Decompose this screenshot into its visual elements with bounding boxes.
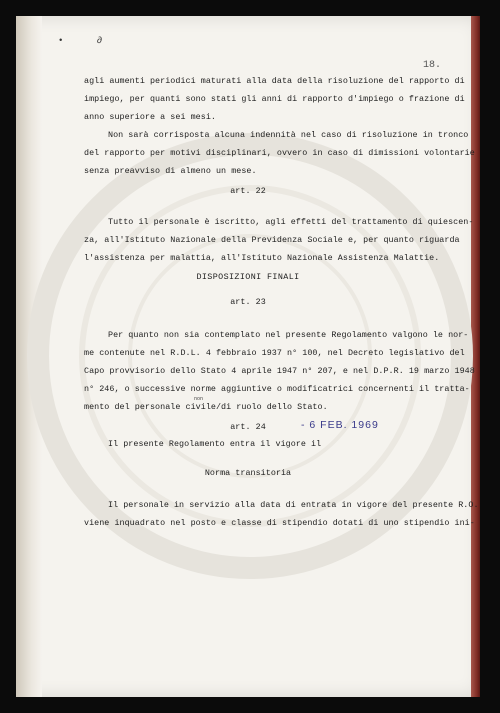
text-line: n° 246, o successive norme aggiuntive o modificatrici concernenti il tratta- bbox=[84, 384, 470, 394]
text-line: l'assistenza per malattia, all'Istituto Nazionale Assistenza Malattie. bbox=[84, 253, 440, 263]
text-line: viene inquadrato nel posto e classe di stipendio dotati di uno stipendio ini- bbox=[84, 518, 475, 528]
text-line: me contenute nel R.D.L. 4 febbraio 1937 n° 100, nel Decreto legislativo del bbox=[84, 348, 465, 358]
document-page bbox=[16, 16, 480, 697]
page-number: 18. bbox=[422, 60, 441, 71]
text-line: agli aumenti periodici maturati alla data della risoluzione del rapporto di bbox=[84, 76, 465, 86]
section-heading: DISPOSIZIONI FINALI bbox=[196, 272, 300, 282]
text-line: del rapporto per motivi disciplinari, ovvero in caso di dimissioni volontarie bbox=[84, 148, 475, 158]
article-heading: art. 24 bbox=[230, 422, 266, 432]
text-line: Per quanto non sia contemplato nel presente Regolamento valgono le nor- bbox=[108, 330, 469, 340]
red-binding-edge bbox=[471, 16, 480, 697]
text-line: impiego, per quanti sono stati gli anni di rapporto d'impiego o frazione di bbox=[84, 94, 465, 104]
subsection-heading: Norma transitoria bbox=[204, 468, 292, 478]
handwritten-insertion: non bbox=[194, 396, 204, 402]
text-line: Capo provvisorio dello Stato 4 aprile 1947 n° 207, e nel D.P.R. 19 marzo 1948 bbox=[84, 366, 475, 376]
text-line: senza preavviso di almeno un mese. bbox=[84, 166, 257, 176]
page-spine-shadow bbox=[16, 16, 42, 697]
article-heading: art. 23 bbox=[230, 297, 266, 307]
text-line: za, all'Istituto Nazionale della Previdenza Sociale e, per quanto riguarda bbox=[84, 235, 460, 245]
text-line: Tutto il personale è iscritto, agli effetti del trattamento di quiescen- bbox=[108, 217, 474, 227]
text-line: mento del personale civile/di ruolo dello Stato. bbox=[84, 402, 328, 412]
date-stamp: - 6 FEB. 1969 bbox=[301, 419, 379, 431]
corner-marks: • ∂ bbox=[58, 36, 117, 46]
article-heading: art. 22 bbox=[230, 186, 266, 196]
text-line: Il presente Regolamento entra il vigore il bbox=[108, 439, 322, 449]
text-line: anno superiore a sei mesi. bbox=[84, 112, 216, 122]
text-line: Non sarà corrisposta alcuna indennità nel caso di risoluzione in tronco bbox=[108, 130, 469, 140]
text-line: Il personale in servizio alla data di entrata in vigore del presente R.O. bbox=[108, 500, 479, 510]
